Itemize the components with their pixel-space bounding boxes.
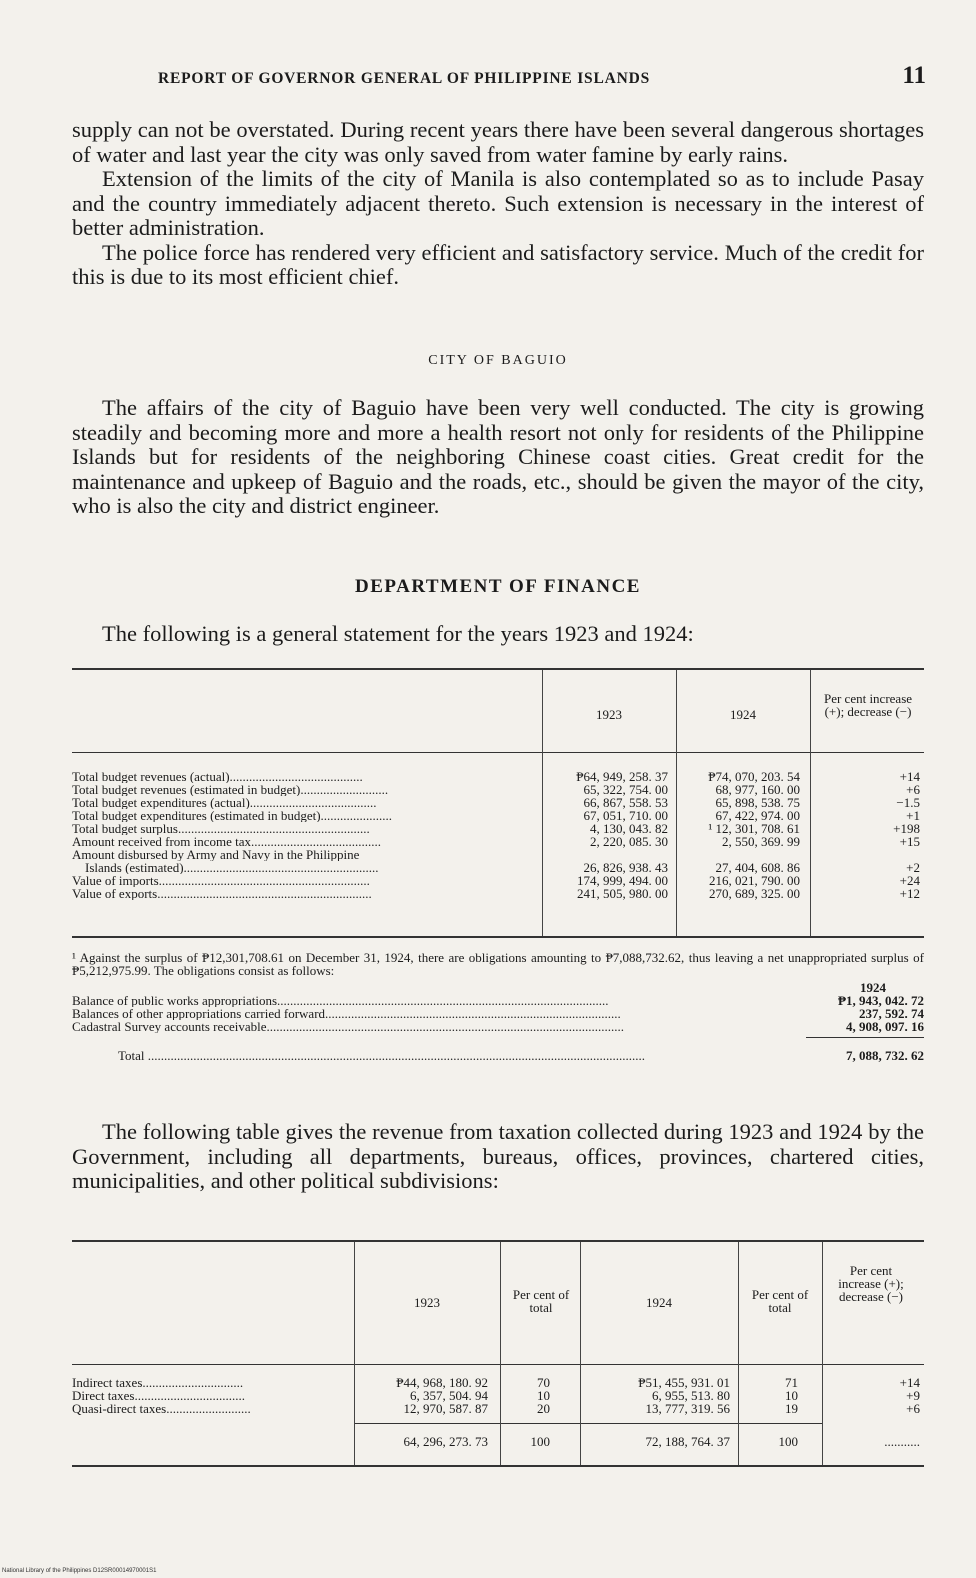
total-1924: 72, 188, 764. 37 bbox=[645, 1434, 730, 1449]
cell-1924: ₱51, 455, 931. 01 bbox=[638, 1375, 730, 1390]
cell-1924: 68, 977, 160. 00 bbox=[715, 782, 800, 797]
cell-pct-1923: 10 bbox=[537, 1388, 550, 1403]
intro-section bbox=[72, 118, 924, 290]
row-label: Total budget revenues (actual)......................................... bbox=[72, 770, 363, 783]
paragraph-baguio: The affairs of the city of Baguio have been very well conducted. The city is growing steadily and becoming more and more a health resort not only for residents of the Philippine Islands but for residents of the neighboring Chinese coast cities. Great credit for the maintenance and upkeep of Baguio and the roads, etc., should be given the mayor of the city, who is also the city and district engineer. bbox=[72, 395, 924, 518]
col-divider bbox=[354, 1242, 355, 1465]
cell-1923: ₱44, 968, 180. 92 bbox=[396, 1375, 488, 1390]
cell-percent: +24 bbox=[899, 873, 920, 888]
footnote-row bbox=[72, 1007, 924, 1020]
footnote-total-label: Total ......................................................................................................................................................... bbox=[118, 1049, 646, 1062]
paragraph-water-supply: supply can not be overstated. During recent years there have been several dangerous shortages of water and last year the city was only saved from water famine by early rains. bbox=[72, 117, 924, 167]
row-label: Value of exports.................................................................. bbox=[72, 887, 372, 900]
cell-change: +6 bbox=[906, 1401, 920, 1416]
col-divider bbox=[738, 1242, 739, 1465]
cell-1923: 4, 130, 043. 82 bbox=[590, 821, 668, 836]
archive-footer: National Library of the Philippines D12SR00014970001S1 bbox=[2, 1568, 157, 1574]
paragraph-police: The police force has rendered very efficient and satisfactory service. Much of the credit for this is due to its most efficient chief. bbox=[72, 239, 924, 289]
cell-1923: 174, 999, 494. 00 bbox=[577, 873, 668, 888]
row-label: Value of imports................................................................. bbox=[72, 874, 370, 887]
col-header-1923: 1923 bbox=[414, 1295, 440, 1310]
cell-pct-1924: 10 bbox=[785, 1388, 798, 1403]
finance-heading: DEPARTMENT OF FINANCE bbox=[355, 576, 641, 597]
column-percent bbox=[816, 770, 920, 900]
footnote-row-value: ₱1, 943, 042. 72 bbox=[838, 993, 924, 1008]
table-sum-rule bbox=[354, 1423, 822, 1424]
footnote-row-value: 237, 592. 74 bbox=[859, 1006, 924, 1021]
cell-percent: +14 bbox=[899, 769, 920, 784]
cell-percent: −1.5 bbox=[896, 795, 920, 810]
table-header-rule bbox=[72, 1364, 924, 1365]
col-divider bbox=[500, 1242, 501, 1465]
footnote-total-value: 7, 088, 732. 62 bbox=[846, 1048, 924, 1063]
cell-1924: 2, 550, 369. 99 bbox=[722, 834, 800, 849]
cell-percent: +198 bbox=[893, 821, 920, 836]
cell-1923: 2, 220, 085. 30 bbox=[590, 834, 668, 849]
col-header-pct-1923: Per cent of total bbox=[512, 1287, 570, 1315]
col-header-1924: 1924 bbox=[730, 707, 756, 722]
row-label-indirect: Indirect taxes............................... bbox=[72, 1375, 244, 1390]
footnote-total-row bbox=[72, 1049, 924, 1062]
surplus-footnote bbox=[72, 951, 924, 1062]
baguio-heading: CITY OF BAGUIO bbox=[428, 353, 568, 368]
total-pct-1923: 100 bbox=[530, 1434, 550, 1449]
cell-percent bbox=[816, 848, 920, 861]
footnote-text: ¹ Against the surplus of ₱12,301,708.61 on December 31, 1924, there are obligations amounting to ₱7,088,732.62, thus leaving a net unappropriated surplus of ₱5,212,975.99. The obligations consist as follows: bbox=[72, 950, 924, 978]
paragraph-manila-extension: Extension of the limits of the city of Manila is also contemplated so as to include Pasay and the country immediately adjacent thereto. Such extension is necessary in the interest of better administration. bbox=[72, 166, 924, 240]
table-bottom-rule bbox=[72, 936, 924, 938]
col-divider bbox=[810, 670, 811, 936]
cell-pct-1924: 71 bbox=[785, 1375, 798, 1390]
cell-pct-1924: 19 bbox=[785, 1401, 798, 1416]
cell-1924: 67, 422, 974. 00 bbox=[715, 808, 800, 823]
col-header-change: Per cent increase (+); decrease (−) bbox=[838, 1263, 904, 1304]
cell-percent: +2 bbox=[906, 860, 920, 875]
row-label: Amount disbursed by Army and Navy in the Philippine bbox=[72, 848, 360, 861]
general-statement-table bbox=[72, 668, 924, 940]
footnote-row-label: Balance of public works appropriations...................................................................................................... bbox=[72, 994, 609, 1007]
running-head bbox=[84, 62, 926, 90]
total-change: ........... bbox=[884, 1434, 920, 1449]
cell-1924: 65, 898, 538. 75 bbox=[715, 795, 800, 810]
col-header-percent: Per cent increase (+); decrease (−) bbox=[823, 691, 913, 719]
cell-1923: 26, 826, 938. 43 bbox=[583, 860, 668, 875]
paragraph-general-statement: The following is a general statement for the years 1923 and 1924: bbox=[102, 621, 694, 646]
table-header-rule bbox=[72, 752, 924, 753]
row-label-quasi-direct: Quasi-direct taxes.......................... bbox=[72, 1401, 251, 1416]
cell-1924: 216, 021, 790. 00 bbox=[709, 873, 800, 888]
cell-percent: +12 bbox=[899, 886, 920, 901]
row-label: Total budget expenditures (actual)....................................... bbox=[72, 796, 377, 809]
cell-1924: ¹ 12, 301, 708. 61 bbox=[708, 821, 800, 836]
footnote-sum-rule bbox=[806, 1037, 924, 1038]
footnote-row-label: Balances of other appropriations carried forward........................................................................................... bbox=[72, 1007, 621, 1020]
paragraph-taxation: The following table gives the revenue from taxation collected during 1923 and 1924 by the Government, including all departments, bureaus, offices, provinces, chartered cities, municipalities, and other political subdivisions: bbox=[72, 1119, 924, 1193]
cell-1924: 6, 955, 513. 80 bbox=[652, 1388, 730, 1403]
cell-1923: 12, 970, 587. 87 bbox=[403, 1401, 488, 1416]
cell-1924: 27, 404, 608. 86 bbox=[715, 860, 800, 875]
total-1923: 64, 296, 273. 73 bbox=[403, 1434, 488, 1449]
cell-percent: +6 bbox=[906, 782, 920, 797]
footnote-year: 1924 bbox=[860, 980, 886, 995]
cell-1924: ₱74, 070, 203. 54 bbox=[708, 769, 800, 784]
footnote-row-label: Cadastral Survey accounts receivable.............................................................................................................. bbox=[72, 1020, 625, 1033]
col-header-pct-1924: Per cent of total bbox=[751, 1287, 809, 1315]
table-top-rule bbox=[72, 668, 924, 670]
row-labels bbox=[72, 770, 542, 900]
col-header-1923: 1923 bbox=[596, 707, 622, 722]
footnote-row-value: 4, 908, 097. 16 bbox=[846, 1019, 924, 1034]
report-title: REPORT OF GOVERNOR GENERAL OF PHILIPPINE ISLANDS bbox=[158, 70, 651, 87]
table-bottom-rule bbox=[72, 1465, 924, 1467]
total-pct-1924: 100 bbox=[778, 1434, 798, 1449]
column-1924 bbox=[680, 770, 800, 900]
cell-1923: 241, 505, 980. 00 bbox=[577, 886, 668, 901]
cell-1923: 66, 867, 558. 53 bbox=[583, 795, 668, 810]
footnote-row bbox=[72, 1020, 924, 1033]
cell-pct-1923: 70 bbox=[537, 1375, 550, 1390]
cell-1923: 6, 357, 504. 94 bbox=[410, 1388, 488, 1403]
page-number: 11 bbox=[902, 62, 926, 89]
cell-pct-1923: 20 bbox=[537, 1401, 550, 1416]
column-1923 bbox=[546, 770, 668, 900]
taxation-table bbox=[72, 1240, 924, 1470]
cell-1923: 67, 051, 710. 00 bbox=[583, 808, 668, 823]
row-label-direct: Direct taxes.................................. bbox=[72, 1388, 245, 1403]
cell-percent: +15 bbox=[899, 834, 920, 849]
row-label: Total budget expenditures (estimated in budget)...................... bbox=[72, 809, 393, 822]
row-label: Total budget revenues (estimated in budget)........................... bbox=[72, 783, 389, 796]
cell-1924: 270, 689, 325. 00 bbox=[709, 886, 800, 901]
cell-1923: 65, 322, 754. 00 bbox=[583, 782, 668, 797]
cell-percent: +1 bbox=[906, 808, 920, 823]
col-divider bbox=[822, 1242, 823, 1465]
cell-1923: ₱64, 949, 258. 37 bbox=[576, 769, 668, 784]
cell-1924: 13, 777, 319. 56 bbox=[645, 1401, 730, 1416]
col-header-1924: 1924 bbox=[646, 1295, 672, 1310]
col-divider bbox=[580, 1242, 581, 1465]
table-top-rule bbox=[72, 1240, 924, 1242]
cell-change: +14 bbox=[899, 1375, 920, 1390]
row-label: Total budget surplus........................................................... bbox=[72, 822, 370, 835]
cell-change: +9 bbox=[906, 1388, 920, 1403]
row-label: Amount received from income tax........................................ bbox=[72, 835, 382, 848]
row-label: Islands (estimated)............................................................ bbox=[72, 861, 379, 874]
footnote-row bbox=[72, 994, 924, 1007]
